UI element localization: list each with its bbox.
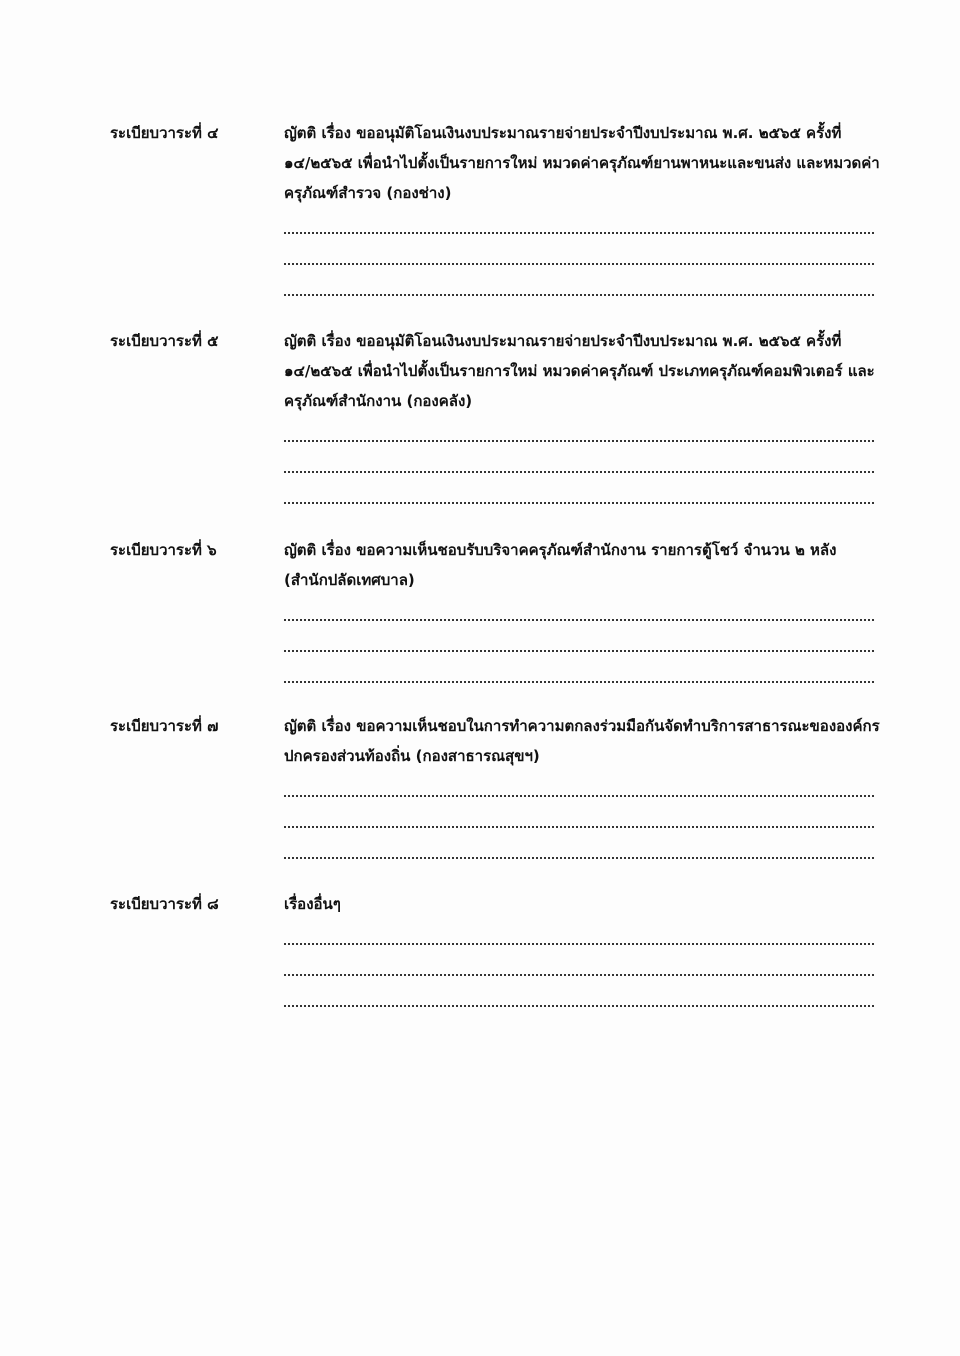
dotted-fill-line <box>284 652 874 683</box>
dotted-fill-line <box>284 945 874 976</box>
agenda-text: ญัตติ เรื่อง ขอความเห็นชอบรับบริจาคครุภัณฑ์สำนักงาน รายการตู้โชว์ จำนวน ๒ หลัง (สำนักปลัดเทศบาล) <box>284 541 837 589</box>
dotted-fill-line <box>284 208 874 234</box>
dotted-fill-line <box>284 976 874 1007</box>
dotted-fill-line <box>284 442 874 473</box>
dotted-fill-line <box>284 797 874 828</box>
agenda-text: ญัตติ เรื่อง ขออนุมัติโอนเงินงบประมาณรายจ่ายประจำปีงบประมาณ พ.ศ. ๒๕๖๕ ครั้งที่ ๑๔/๒๕๖๕ เพื่อนำไปตั้งเป็นรายการใหม่ หมวดค่าครุภัณฑ์ยานพาหนะและขนส่ง และหมวดค่าครุภัณฑ์สำรวจ (กองช่าง) <box>284 124 880 202</box>
agenda-text: เรื่องอื่นๆ <box>284 895 341 913</box>
agenda-label: ระเบียบวาระที่ ๗ <box>110 717 219 735</box>
dotted-fill-line <box>284 473 874 504</box>
agenda-body <box>284 889 884 1007</box>
agenda-body <box>284 535 884 683</box>
dotted-fill-line <box>284 621 874 652</box>
agenda-label: ระเบียบวาระที่ ๔ <box>110 124 219 142</box>
agenda-body <box>284 326 884 504</box>
agenda-label: ระเบียบวาระที่ ๘ <box>110 895 219 913</box>
dotted-fill-line <box>284 234 874 265</box>
dotted-fill-line <box>284 828 874 859</box>
dotted-fill-line <box>284 771 874 797</box>
dotted-fill-line <box>284 595 874 621</box>
agenda-body <box>284 711 884 859</box>
agenda-body <box>284 118 884 296</box>
agenda-text: ญัตติ เรื่อง ขอความเห็นชอบในการทำความตกลงร่วมมือกันจัดทำบริการสาธารณะขององค์กรปกครองส่วนท้องถิ่น (กองสาธารณสุขฯ) <box>284 717 880 765</box>
agenda-label: ระเบียบวาระที่ ๖ <box>110 541 217 559</box>
agenda-text: ญัตติ เรื่อง ขออนุมัติโอนเงินงบประมาณรายจ่ายประจำปีงบประมาณ พ.ศ. ๒๕๖๕ ครั้งที่ ๑๔/๒๕๖๕ เพื่อนำไปตั้งเป็นรายการใหม่ หมวดค่าครุภัณฑ์ ประเภทครุภัณฑ์คอมพิวเตอร์ และครุภัณฑ์สำนักงาน (กองคลัง) <box>284 332 875 410</box>
agenda-label: ระเบียบวาระที่ ๕ <box>110 332 219 350</box>
dotted-fill-line <box>284 919 874 945</box>
dotted-fill-line <box>284 416 874 442</box>
dotted-fill-line <box>284 265 874 296</box>
